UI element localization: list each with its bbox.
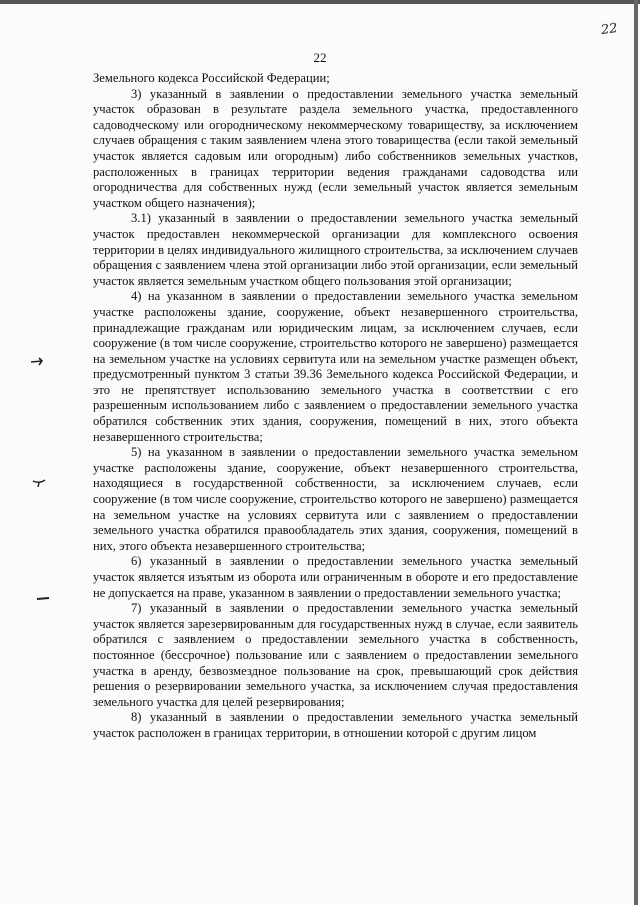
margin-ink-mark (36, 593, 50, 603)
scan-right-edge (634, 0, 638, 905)
page-number: 22 (313, 50, 327, 65)
scan-top-edge (0, 0, 640, 4)
paragraph: Земельного кодекса Российской Федерации; (93, 71, 330, 85)
document-body (93, 71, 578, 742)
paragraph: 3) указанный в заявлении о предоставлении земельного участка земельный участок образован в результате раздела земельного участка, предоставленного садоводческому или огородническому некоммерческому товариществу, за исключением случаев обращения с таким заявлением члена этого товарищества (если такой земельный участок является садовым или огородным) либо собственников земельных участков, расположенных в границах территории ведения гражданами садоводства или огородничества для собственных нужд (если земельный участок является земельным участком общего назначения); (93, 86, 578, 210)
paragraph: 3.1) указанный в заявлении о предоставлении земельного участка земельный участок предоставлен некоммерческой организации для комплексного освоения территории в целях индивидуального жилищного строительства, за исключением случаев обращения с заявлением члена этой организации либо этой организации, если земельный участок является земельным участком общего пользования этой организации; (93, 211, 578, 288)
margin-ink-mark (30, 357, 44, 367)
paragraph: 5) на указанном в заявлении о предоставлении земельного участка земельном участке расположены здание, сооружение, объект незавершенного строительства, находящиеся в государственной собственности, за исключением случаев, если сооружение (в том числе сооружение, строительство которого не завершено) размещается на земельном участке на условиях сервитута или с заявлением о предоставлении земельного участка обратился правообладатель этих здания, сооружения, помещений в них, этого объекта незавершенного строительства; (93, 445, 578, 553)
paragraph: 7) указанный в заявлении о предоставлении земельного участка земельный участок является зарезервированным для государственных нужд в случае, если заявитель обратился с заявлением о предоставлении земельного участка в собственность, постоянное (бессрочное) пользование или с заявлением о предоставлении земельного участка в аренду, безвозмездное пользование на срок, превышающий срок действия решения о резервировании земельного участка, за исключением случая предоставления земельного участка для целей резервирования; (93, 601, 578, 709)
paragraph: 6) указанный в заявлении о предоставлении земельного участка земельный участок является изъятым из оборота или ограниченным в обороте и его предоставление не допускается на праве, указанном в заявлении о предоставлении земельного участка; (93, 554, 578, 600)
paragraph: 8) указанный в заявлении о предоставлении земельного участка земельный участок расположен в границах территории, в отношении которой с другим лицом (93, 710, 578, 740)
handwritten-page-note: 22 (600, 20, 619, 39)
margin-ink-mark (32, 478, 46, 488)
paragraph: 4) на указанном в заявлении о предоставлении земельного участка земельном участке расположены здание, сооружение, объект незавершенного строительства, принадлежащие гражданам или юридическим лицам, за исключением случаев, если сооружение (в том числе сооружение, строительство которого не завершено) размещается на земельном участке на условиях сервитута или на земельном участке размещен объект, предусмотренный пунктом 3 статьи 39.36 Земельного кодекса Российской Федерации, и это не препятствует использованию земельного участка в соответствии с его разрешенным использованием либо с заявлением о предоставлении земельного участка обратился собственник этих здания, сооружения, помещений в них, этого объекта незавершенного строительства; (93, 289, 578, 444)
